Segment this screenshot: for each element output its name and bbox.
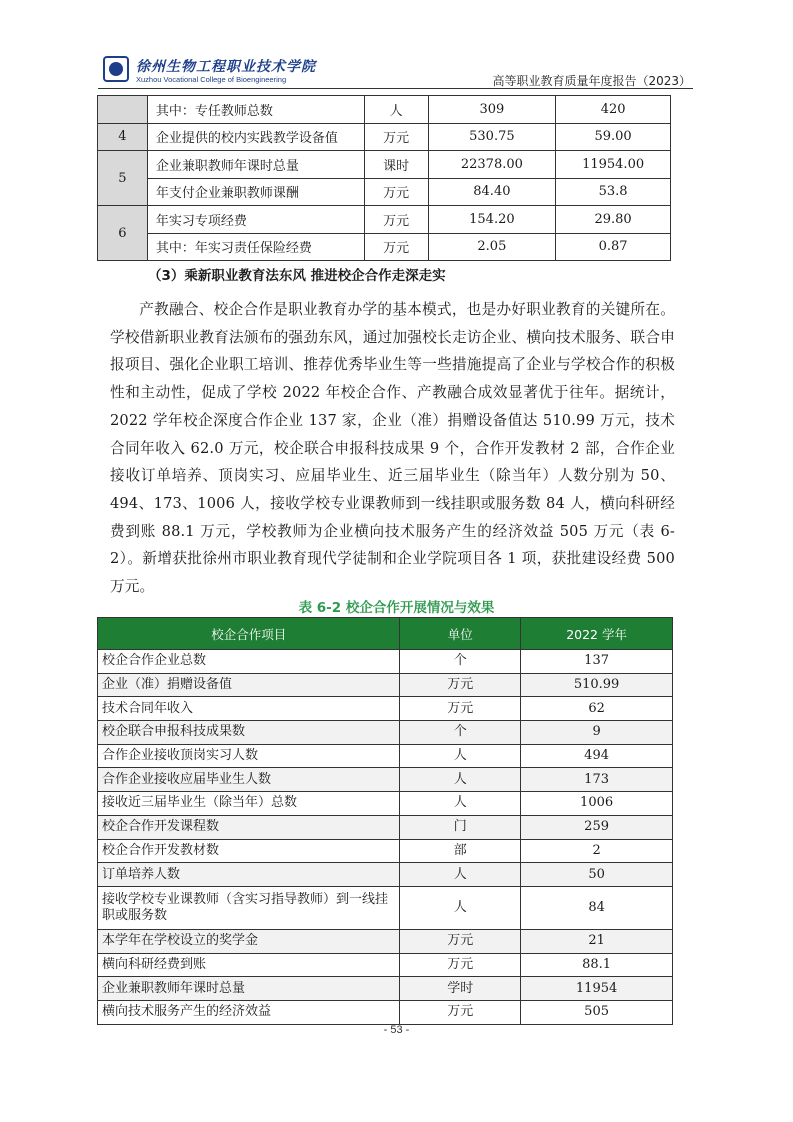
table-row — [98, 650, 673, 674]
table-row — [98, 697, 673, 721]
table-row — [98, 792, 673, 816]
value-cell: 1006 — [521, 792, 673, 816]
college-logo-icon — [103, 56, 129, 82]
row-number-cell: 5 — [98, 151, 148, 206]
item-name-cell: 横向技术服务产生的经济效益 — [98, 1000, 400, 1024]
continuation-table — [97, 95, 671, 261]
unit-cell: 万元 — [364, 123, 428, 151]
value-cell: 505 — [521, 1000, 673, 1024]
unit-cell: 人 — [400, 792, 521, 816]
unit-cell: 万元 — [400, 1000, 521, 1024]
value-cell: 84 — [521, 886, 673, 929]
value-cell: 88.1 — [521, 953, 673, 977]
row-number-cell: 6 — [98, 206, 148, 261]
value-cell: 137 — [521, 650, 673, 674]
value-cell: 154.20 — [428, 206, 556, 234]
value-cell: 0.87 — [556, 233, 671, 261]
value-cell: 62 — [521, 697, 673, 721]
item-name-cell: 本学年在学校设立的奖学金 — [98, 929, 400, 953]
item-name-cell: 企业提供的校内实践教学设备值 — [147, 123, 364, 151]
item-name-cell: 其中：专任教师总数 — [147, 96, 364, 124]
column-header-item: 校企合作项目 — [98, 618, 400, 650]
column-header-unit: 单位 — [400, 618, 521, 650]
table-row — [98, 673, 673, 697]
item-name-cell: 企业兼职教师年课时总量 — [147, 151, 364, 179]
value-cell: 309 — [428, 96, 556, 124]
unit-cell: 学时 — [400, 977, 521, 1001]
item-name-cell: 横向科研经费到账 — [98, 953, 400, 977]
value-cell: 11954.00 — [556, 151, 671, 179]
item-name-cell: 校企合作企业总数 — [98, 650, 400, 674]
value-cell: 22378.00 — [428, 151, 556, 179]
item-name-cell: 合作企业接收应届毕业生人数 — [98, 768, 400, 792]
value-cell: 21 — [521, 929, 673, 953]
table-row — [98, 96, 671, 124]
table-row — [98, 839, 673, 863]
item-name-cell: 订单培养人数 — [98, 863, 400, 887]
table-row — [98, 123, 671, 151]
item-name-cell: 合作企业接收顶岗实习人数 — [98, 744, 400, 768]
unit-cell: 万元 — [364, 233, 428, 261]
item-name-cell: 年实习专项经费 — [147, 206, 364, 234]
table-row — [98, 721, 673, 745]
item-name-cell: 校企合作开发课程数 — [98, 815, 400, 839]
table-body — [98, 650, 673, 1025]
unit-cell: 门 — [400, 815, 521, 839]
cooperation-table — [97, 617, 673, 1025]
value-cell: 50 — [521, 863, 673, 887]
value-cell: 59.00 — [556, 123, 671, 151]
item-name-cell: 其中：年实习责任保险经费 — [147, 233, 364, 261]
unit-cell: 个 — [400, 721, 521, 745]
item-name-cell: 企业兼职教师年课时总量 — [98, 977, 400, 1001]
unit-cell: 个 — [400, 650, 521, 674]
table-header-row — [98, 618, 673, 650]
unit-cell: 部 — [400, 839, 521, 863]
value-cell: 259 — [521, 815, 673, 839]
unit-cell: 万元 — [400, 929, 521, 953]
item-name-cell: 年支付企业兼职教师课酬 — [147, 178, 364, 206]
table-row — [98, 886, 673, 929]
unit-cell: 人 — [364, 96, 428, 124]
unit-cell: 万元 — [400, 697, 521, 721]
table-row — [98, 815, 673, 839]
table-row — [98, 178, 671, 206]
body-paragraph: 产教融合、校企合作是职业教育办学的基本模式，也是办好职业教育的关键所在。学校借新职业教育法颁布的强劲东风，通过加强校长走访企业、横向技术服务、联合申报项目、强化企业职工培训、推荐优秀毕业生等一些措施提高了企业与学校合作的积极性和主动性，促成了学校 2022 年校企合作、产教融合成效显著优于往年。据统计，2022 学年校企深度合作企业 137 家，企业（准）捐赠设备值达 510.99 万元，技术合同年收入 62.0 万元，校企联合申报科技成果 9 个，合作开发教材 2 部，合作企业接收订单培养、顶岗实习、应届毕业生、近三届毕业生（除当年）人数分别为 50、494、173、1006 人，接收学校专业课教师到一线挂职或服务数 84 人，横向科研经费到账 88.1 万元，学校教师为企业横向技术服务产生的经济效益 505 万元（表 6-2）。新增获批徐州市职业教育现代学徒制和企业学院项目各 1 项，获批建设经费 500 万元。 — [110, 301, 675, 596]
column-header-year: 2022 学年 — [521, 618, 673, 650]
value-cell: 2.05 — [428, 233, 556, 261]
item-name-cell: 接收学校专业课教师（含实习指导教师）到一线挂职或服务数 — [98, 886, 400, 929]
college-name-cn: 徐州生物工程职业技术学院 — [136, 59, 316, 75]
value-cell: 53.8 — [556, 178, 671, 206]
unit-cell: 人 — [400, 886, 521, 929]
table-row — [98, 977, 673, 1001]
unit-cell: 人 — [400, 768, 521, 792]
item-name-cell: 接收近三届毕业生（除当年）总数 — [98, 792, 400, 816]
unit-cell: 课时 — [364, 151, 428, 179]
unit-cell: 万元 — [400, 953, 521, 977]
value-cell: 2 — [521, 839, 673, 863]
report-title: 高等职业教育质量年度报告（2023） — [492, 74, 691, 88]
unit-cell: 人 — [400, 744, 521, 768]
table-row — [98, 206, 671, 234]
value-cell: 420 — [556, 96, 671, 124]
unit-cell: 万元 — [400, 673, 521, 697]
item-name-cell: 校企合作开发教材数 — [98, 839, 400, 863]
row-number-cell: 4 — [98, 123, 148, 151]
item-name-cell: 企业（准）捐赠设备值 — [98, 673, 400, 697]
row-number-cell — [98, 96, 148, 124]
value-cell: 530.75 — [428, 123, 556, 151]
value-cell: 510.99 — [521, 673, 673, 697]
table-caption: 表 6-2 校企合作开展情况与效果 — [298, 600, 495, 616]
unit-cell: 人 — [400, 863, 521, 887]
value-cell: 9 — [521, 721, 673, 745]
unit-cell: 万元 — [364, 206, 428, 234]
table-row — [98, 768, 673, 792]
section-heading: （3）乘新职业教育法东风 推进校企合作走深走实 — [148, 268, 446, 284]
item-name-cell: 技术合同年收入 — [98, 697, 400, 721]
value-cell: 173 — [521, 768, 673, 792]
header-divider — [98, 88, 693, 89]
unit-cell: 万元 — [364, 178, 428, 206]
table-row — [98, 863, 673, 887]
value-cell: 494 — [521, 744, 673, 768]
value-cell: 84.40 — [428, 178, 556, 206]
value-cell: 11954 — [521, 977, 673, 1001]
table-row — [98, 953, 673, 977]
value-cell: 29.80 — [556, 206, 671, 234]
page-number: - 53 - — [383, 1024, 410, 1036]
table-row — [98, 1000, 673, 1024]
table-row — [98, 233, 671, 261]
item-name-cell: 校企联合申报科技成果数 — [98, 721, 400, 745]
table-row — [98, 151, 671, 179]
table-row — [98, 929, 673, 953]
college-name-en: Xuzhou Vocational College of Bioengineering — [136, 75, 287, 84]
table-row — [98, 744, 673, 768]
